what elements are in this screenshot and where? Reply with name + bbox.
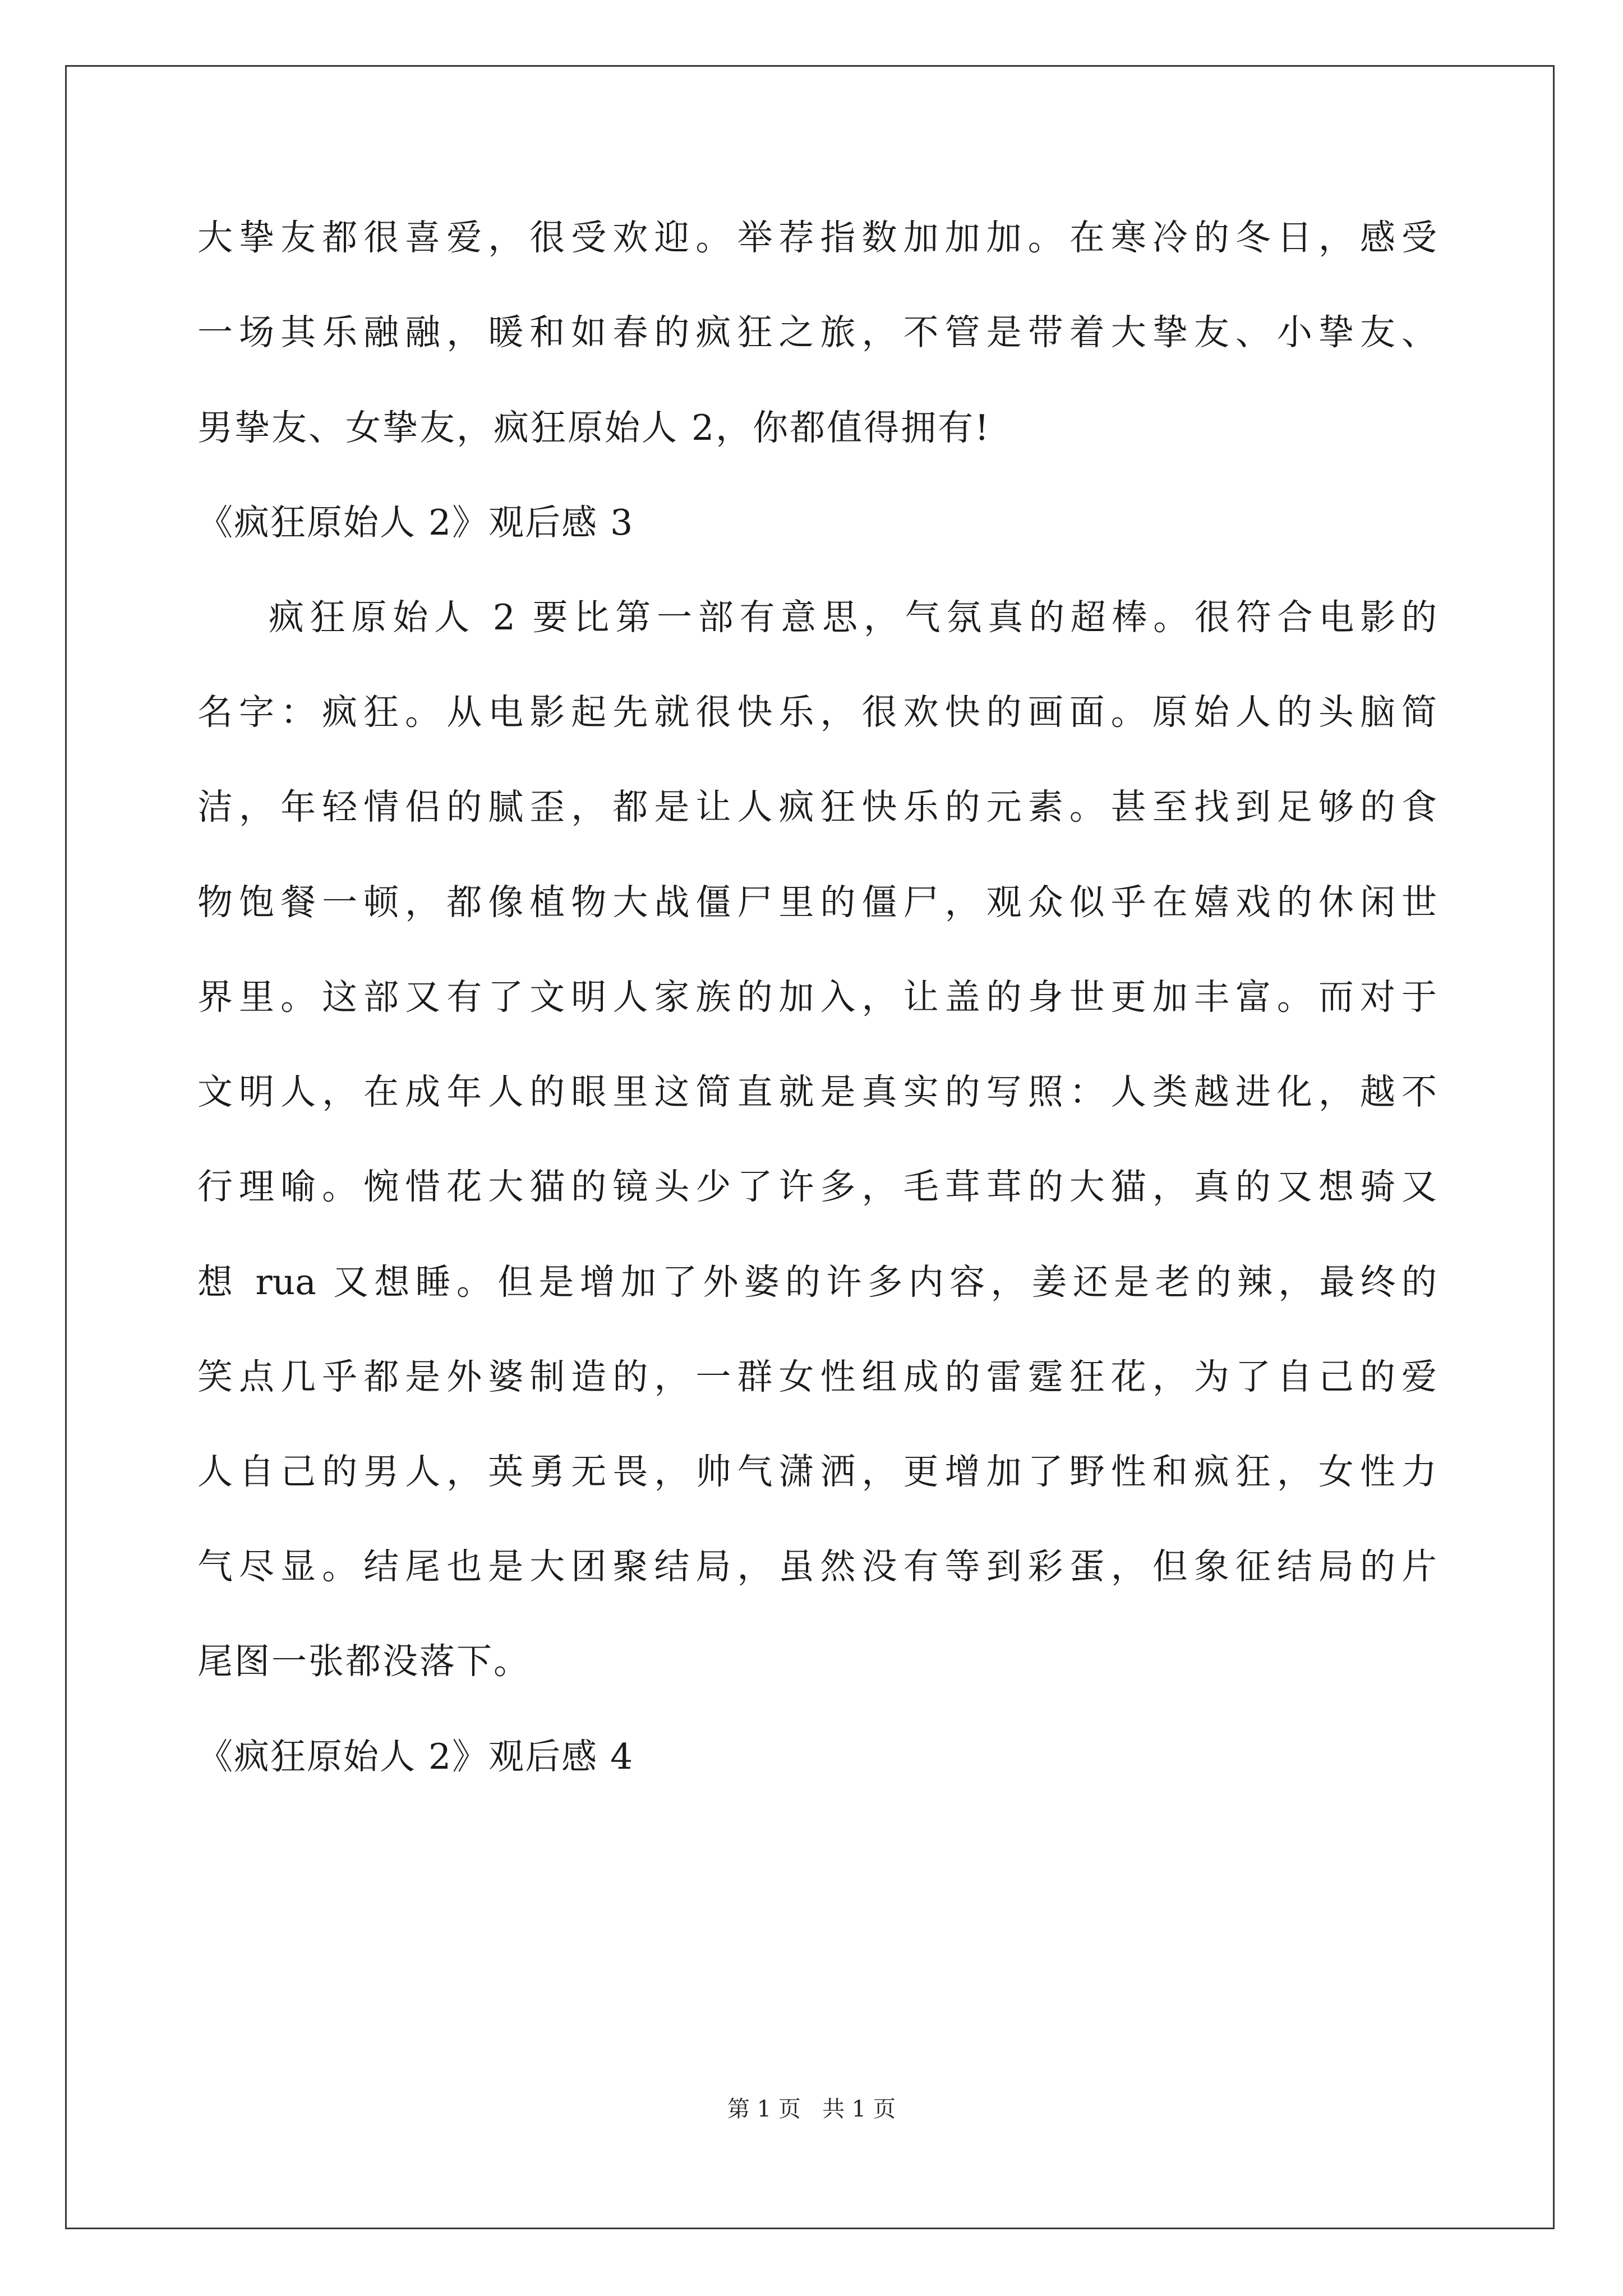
text-line: 男挚友、女挚友，疯狂原始人 2，你都值得拥有! [197,407,991,448]
text-line: 行理喻。惋惜花大猫的镜头少了许多，毛茸茸的大猫，真的又想骑又 [197,1166,1437,1207]
text-line: 气尽显。结尾也是大团聚结局，虽然没有等到彩蛋，但象征结局的片 [197,1546,1437,1587]
text-line: 物饱餐一顿，都像植物大战僵尸里的僵尸，观众似乎在嬉戏的休闲世 [197,882,1437,923]
text-line: 人自己的男人，英勇无畏，帅气潇洒，更增加了野性和疯狂，女性力 [197,1451,1437,1492]
text-line: 一场其乐融融，暖和如春的疯狂之旅，不管是带着大挚友、小挚友、 [197,312,1437,353]
text-line: 笑点几乎都是外婆制造的，一群女性组成的雷霆狂花，为了自己的爱 [197,1356,1437,1397]
section-heading: 《疯狂原始人 2》观后感 3 [197,502,634,543]
page-number-footer: 第 1 页 共 1 页 [727,2096,896,2122]
text-line: 尾图一张都没落下。 [197,1641,531,1682]
paragraph-first-line: 疯狂原始人 2 要比第一部有意思，气氛真的超棒。很符合电影的 [269,597,1437,638]
section-heading: 《疯狂原始人 2》观后感 4 [197,1736,634,1777]
text-line: 想 rua 又想睡。但是增加了外婆的许多内容，姜还是老的辣，最终的 [197,1262,1437,1303]
text-line: 界里。这部又有了文明人家族的加入，让盖的身世更加丰富。而对于 [197,977,1437,1018]
text-line: 洁，年轻情侣的腻歪，都是让人疯狂快乐的元素。甚至找到足够的食 [197,786,1437,827]
text-line: 文明人，在成年人的眼里这简直就是真实的写照：人类越进化，越不 [197,1071,1437,1112]
text-line: 名字：疯狂。从电影起先就很快乐，很欢快的画面。原始人的头脑简 [197,692,1437,733]
text-line: 大挚友都很喜爱，很受欢迎。举荐指数加加加。在寒冷的冬日，感受 [197,217,1437,258]
page-border [65,65,1555,2229]
